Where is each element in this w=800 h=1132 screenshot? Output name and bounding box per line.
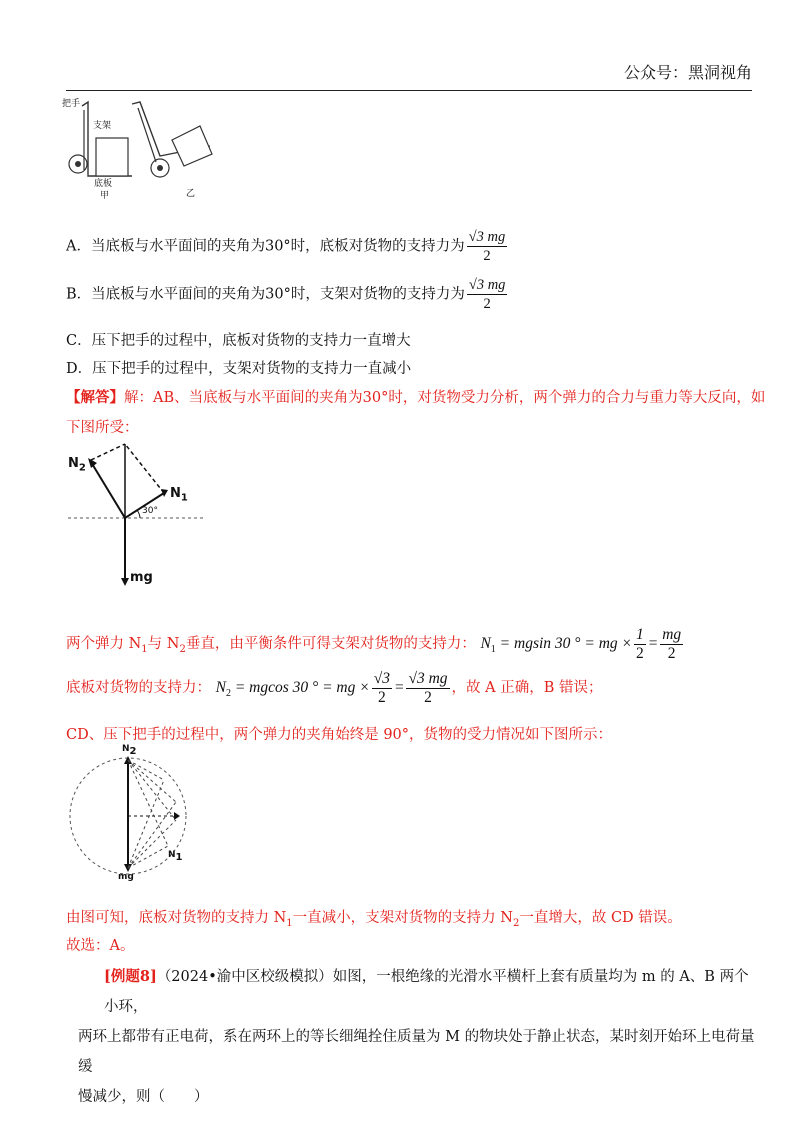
force-diagram-svg [64, 440, 214, 590]
circle-label-n1 [168, 850, 183, 863]
equation-1 [480, 625, 685, 662]
circle-diagram [64, 744, 204, 886]
label-n2-letter: N [68, 456, 79, 471]
eq2-eq: = [393, 679, 405, 696]
answer-tag: 【解答】 [66, 389, 124, 406]
eq2-f2-num: √3 mg [408, 669, 448, 687]
line3-sub1: 1 [141, 643, 148, 655]
option-a-fraction [467, 228, 508, 265]
eq2-f2-den: 2 [424, 688, 432, 706]
label-handle: 把手 [62, 99, 81, 109]
eq2-f1-num: √3 [373, 669, 390, 687]
option-a-text: A．当底板与水平面间的夹角为30°时，底板对货物的支持力为 [66, 238, 465, 255]
eq1-frac-2 [660, 626, 683, 663]
frac-den: 2 [483, 248, 491, 264]
label-mg: mg [130, 570, 153, 585]
example-tag: [例题8] [104, 968, 157, 985]
eq1-f1-num: 1 [635, 625, 644, 643]
example-8 [78, 962, 758, 1112]
frac-num: √3 mg [468, 229, 506, 245]
eq1-sub: 1 [490, 644, 496, 656]
option-b [66, 276, 509, 313]
circle-n1-sub: 1 [175, 851, 183, 863]
eq1-left: N [480, 635, 491, 652]
example-line-1-text: （2024•渝中区校级模拟）如图，一根绝缘的光滑水平横杆上套有质量均为 m 的 A、B 两个小环， [104, 969, 749, 1015]
answer-line-5: CD、压下把手的过程中，两个弹力的夹角始终是 90°，货物的受力情况如下图所示： [66, 727, 613, 743]
answer-line-4 [66, 668, 603, 714]
circle-n1-letter: N [168, 850, 176, 860]
force-diagram [64, 440, 214, 590]
circle-label-n2 [122, 744, 137, 757]
line6-sub2: 2 [512, 917, 520, 929]
eq1-f2-den: 2 [667, 644, 676, 662]
frac-den: 2 [483, 296, 491, 312]
eq2-mid: = mgcos 30 ° = mg × [230, 679, 370, 696]
line4-pre: 底板对货物的支持力： [66, 680, 211, 696]
option-a [66, 228, 509, 265]
circle-diagram-svg [64, 750, 204, 886]
option-c: C．压下把手的过程中，底板对货物的支持力一直增大 [66, 333, 411, 349]
eq2-frac-1 [372, 670, 392, 707]
circle-label-mg: mg [118, 872, 134, 882]
label-frame: 支架 [93, 121, 112, 131]
eq1-frac-1 [634, 626, 646, 663]
label-yi: 乙 [186, 189, 196, 199]
frac-num: √3 mg [468, 277, 506, 293]
label-base: 底板 [94, 179, 113, 189]
header-text: 公众号：黑洞视角 [623, 63, 752, 82]
label-n1-sub: 1 [180, 492, 188, 504]
line3-mid1: 与 N [147, 636, 180, 652]
eq1-f2-num: mg [662, 625, 682, 643]
eq2-left: N [215, 679, 226, 696]
equation-2 [215, 669, 452, 706]
eq2-frac-2 [406, 670, 449, 707]
answer-line-1-text: 解：AB、当底板与水平面间的夹角为30°时，对货物受力分析，两个弹力的合力与重力等大反向，如 [124, 390, 766, 406]
answer-line-6 [66, 906, 682, 929]
example-line-1 [78, 962, 758, 1022]
example-line-2: 两环上都带有正电荷，系在两环上的等长细绳拴住质量为 M 的物块处于静止状态，某时刻开始环上电荷量缓 [78, 1029, 755, 1075]
eq1-f1-den: 2 [635, 644, 644, 662]
label-angle: 30° [142, 506, 158, 516]
answer-line-2: 下图所受： [66, 420, 139, 436]
line6-post: 一直增大，故 CD 错误。 [519, 910, 682, 926]
answer-line-1 [66, 386, 765, 407]
label-n2-sub: 2 [78, 462, 86, 474]
option-b-text: B．当底板与水平面间的夹角为30°时，支架对货物的支持力为 [66, 286, 465, 303]
cart-figure [60, 96, 220, 200]
option-b-fraction [467, 276, 508, 313]
example-line-3: 慢减少，则（ ） [78, 1089, 209, 1105]
line4-post: ，故 A 正确，B 错误； [451, 680, 603, 696]
label-jia: 甲 [100, 191, 110, 201]
answer-line-3 [66, 624, 685, 670]
line6-mid: 一直减小，支架对货物的支持力 N [292, 910, 513, 926]
cart-diagram [60, 96, 220, 200]
eq1-mid: = mgsin 30 ° = mg × [495, 635, 632, 652]
eq1-eq: = [647, 635, 659, 652]
circle-n2-sub: 2 [129, 745, 137, 757]
eq2-sub: 2 [225, 688, 231, 700]
eq2-f1-den: 2 [377, 688, 386, 706]
line3-pre: 两个弹力 N [66, 636, 142, 652]
label-n1 [170, 486, 188, 504]
line3-sub2: 2 [179, 643, 186, 655]
circle-n2-letter: N [122, 744, 130, 754]
answer-line-7: 故选：A。 [66, 938, 135, 954]
line6-sub1: 1 [286, 917, 293, 929]
line6-pre: 由图可知，底板对货物的支持力 N [66, 910, 287, 926]
label-n1-letter: N [170, 486, 181, 501]
label-n2 [68, 456, 86, 474]
option-d: D．压下把手的过程中，支架对货物的支持力一直减小 [66, 361, 412, 377]
page-header [66, 56, 752, 91]
line3-mid2: 垂直，由平衡条件可得支架对货物的支持力： [185, 636, 476, 652]
